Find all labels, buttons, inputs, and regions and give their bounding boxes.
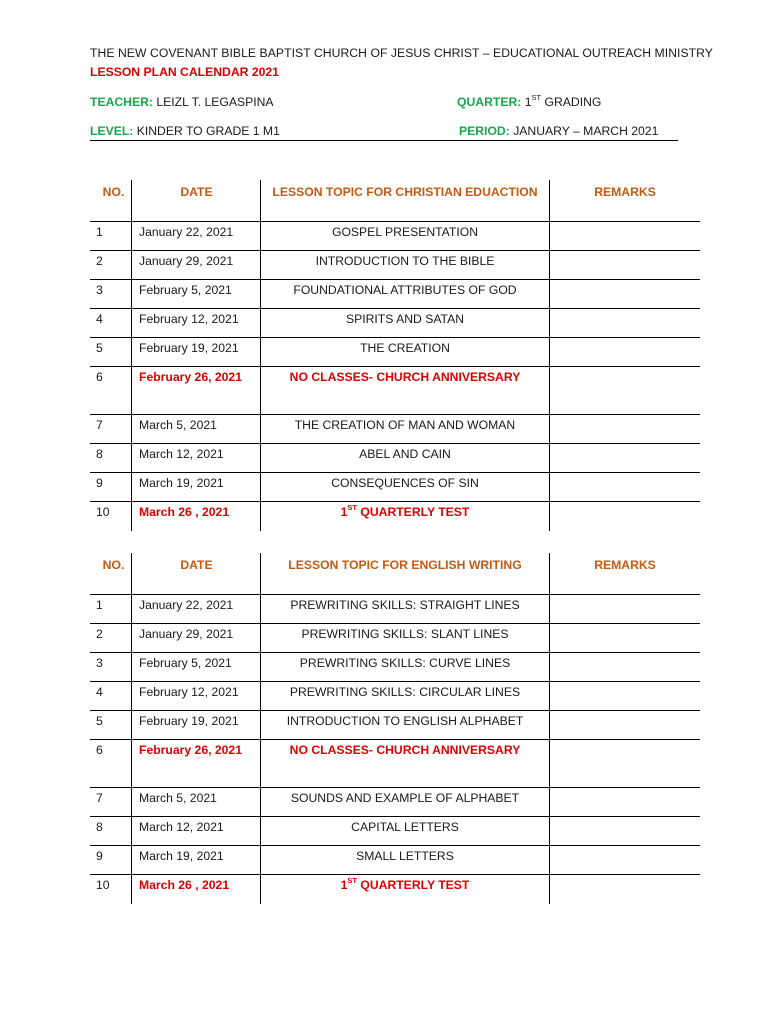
row-date [132, 740, 261, 788]
header-remarks: REMARKS [550, 180, 701, 222]
row-remarks [550, 682, 701, 711]
row-number: 3 [90, 653, 132, 682]
row-topic-main: CAPITAL LETTERS [351, 820, 459, 834]
table-row [90, 473, 700, 502]
row-topic [261, 875, 550, 904]
row-remarks [550, 624, 701, 653]
quarter-sup: ST [531, 93, 542, 102]
row-topic [261, 653, 550, 682]
table-row [90, 367, 700, 415]
row-topic-text [290, 598, 519, 612]
row-remarks [550, 653, 701, 682]
row-remarks [550, 222, 701, 251]
row-topic-rest: QUARTERLY TEST [356, 878, 470, 892]
row-number: 7 [90, 788, 132, 817]
row-date: February 12, 2021 [132, 682, 261, 711]
header-topic: LESSON TOPIC FOR CHRISTIAN EDUACTION [261, 180, 550, 222]
table-row [90, 740, 700, 788]
row-date-text: March 26 , 2021 [139, 878, 230, 892]
row-topic-sup: ST [347, 503, 357, 512]
row-date: February 5, 2021 [132, 280, 261, 309]
row-topic [261, 624, 550, 653]
christian-education-table [90, 180, 700, 531]
row-topic-main: PREWRITING SKILLS: CURVE LINES [299, 656, 511, 670]
row-number: 1 [90, 595, 132, 624]
teacher-line [90, 95, 274, 109]
row-topic-text [341, 878, 470, 892]
row-topic-main: NO CLASSES- CHURCH ANNIVERSARY [289, 743, 521, 757]
row-topic [261, 788, 550, 817]
row-topic-main: SOUNDS AND EXAMPLE OF ALPHABET [290, 791, 520, 805]
row-remarks [550, 740, 701, 788]
quarter-label: QUARTER: [457, 95, 522, 109]
row-date: January 29, 2021 [132, 624, 261, 653]
table-row [90, 711, 700, 740]
row-number: 2 [90, 624, 132, 653]
row-date [132, 367, 261, 415]
row-date: February 19, 2021 [132, 711, 261, 740]
table-row [90, 251, 700, 280]
row-topic-text [356, 849, 454, 863]
row-remarks [550, 817, 701, 846]
row-topic [261, 711, 550, 740]
table-row [90, 595, 700, 624]
row-topic-main: SPIRITS AND SATAN [345, 312, 465, 326]
row-topic-text [341, 505, 470, 519]
row-topic-text [346, 312, 464, 326]
table-row [90, 682, 700, 711]
row-topic-text [300, 656, 510, 670]
header-no: NO. [90, 553, 132, 595]
row-remarks [550, 711, 701, 740]
plan-title: LESSON PLAN CALENDAR 2021 [90, 65, 279, 79]
row-topic-sup: ST [347, 876, 357, 885]
row-remarks [550, 595, 701, 624]
table-row [90, 624, 700, 653]
row-topic [261, 740, 550, 788]
quarter-rest: GRADING [541, 95, 602, 109]
quarter-num: 1 [524, 95, 532, 109]
row-topic-main: THE CREATION [360, 341, 450, 355]
table-row [90, 338, 700, 367]
row-remarks [550, 846, 701, 875]
row-topic [261, 682, 550, 711]
row-number: 5 [90, 711, 132, 740]
row-number: 7 [90, 415, 132, 444]
row-number: 10 [96, 505, 110, 519]
row-date: March 19, 2021 [132, 846, 261, 875]
row-topic [261, 222, 550, 251]
row-topic-main: SMALL LETTERS [356, 849, 454, 863]
row-topic-text [290, 370, 521, 384]
row-topic [261, 595, 550, 624]
row-topic [261, 473, 550, 502]
row-topic-main: FOUNDATIONAL ATTRIBUTES OF GOD [293, 283, 517, 297]
row-topic-main: 1 [340, 878, 348, 892]
row-date: February 12, 2021 [132, 309, 261, 338]
row-topic [261, 251, 550, 280]
row-date-text: February 26, 2021 [139, 743, 242, 757]
row-topic-main: 1 [340, 505, 348, 519]
row-date-text: February 26, 2021 [139, 370, 242, 384]
row-number: 6 [90, 740, 132, 788]
row-topic-text [331, 476, 479, 490]
row-number: 2 [90, 251, 132, 280]
row-date: March 5, 2021 [132, 415, 261, 444]
level-label: LEVEL: [90, 124, 134, 138]
row-remarks [550, 415, 701, 444]
row-remarks [550, 309, 701, 338]
teacher-value: LEIZL T. LEGASPINA [156, 95, 274, 109]
row-date: January 22, 2021 [132, 595, 261, 624]
row-date: January 29, 2021 [132, 251, 261, 280]
row-date: March 12, 2021 [132, 444, 261, 473]
level-line [90, 124, 280, 138]
row-number: 9 [90, 473, 132, 502]
row-number: 4 [90, 682, 132, 711]
header-date: DATE [132, 180, 261, 222]
row-topic-text [359, 447, 451, 461]
row-remarks [550, 280, 701, 309]
table-row [90, 875, 700, 904]
row-topic [261, 338, 550, 367]
row-topic-main: PREWRITING SKILLS: SLANT LINES [301, 627, 509, 641]
level-value: KINDER TO GRADE 1 M1 [136, 124, 280, 138]
row-topic-text [295, 418, 516, 432]
english-writing-table [90, 553, 700, 904]
row-remarks [550, 367, 701, 415]
table-row [90, 817, 700, 846]
row-number: 6 [90, 367, 132, 415]
row-topic-main: ABEL AND CAIN [359, 447, 451, 461]
table-row [90, 846, 700, 875]
row-remarks [550, 444, 701, 473]
row-topic-text [316, 254, 495, 268]
period-value: JANUARY – MARCH 2021 [513, 124, 659, 138]
table-row [90, 653, 700, 682]
row-topic [261, 846, 550, 875]
period-label: PERIOD: [459, 124, 510, 138]
row-topic [261, 444, 550, 473]
row-date: March 5, 2021 [132, 788, 261, 817]
row-topic-text [287, 714, 524, 728]
row-topic-main: INTRODUCTION TO THE BIBLE [315, 254, 495, 268]
row-topic-text [291, 791, 519, 805]
row-date [132, 875, 261, 904]
row-topic-main: NO CLASSES- CHURCH ANNIVERSARY [289, 370, 521, 384]
table-row [90, 788, 700, 817]
row-topic-text [360, 341, 450, 355]
row-number: 8 [90, 444, 132, 473]
period-line [459, 124, 658, 138]
row-remarks [550, 251, 701, 280]
row-number: 8 [90, 817, 132, 846]
row-number: 10 [96, 878, 110, 892]
quarter-line [457, 95, 601, 109]
row-date: January 22, 2021 [132, 222, 261, 251]
row-topic-main: THE CREATION OF MAN AND WOMAN [294, 418, 516, 432]
row-number: 1 [90, 222, 132, 251]
row-remarks [550, 875, 701, 904]
row-date-text: March 26 , 2021 [139, 505, 230, 519]
table-row [90, 280, 700, 309]
header-remarks: REMARKS [550, 553, 701, 595]
row-topic-main: PREWRITING SKILLS: CIRCULAR LINES [289, 685, 521, 699]
row-remarks [550, 502, 701, 531]
row-number: 3 [90, 280, 132, 309]
row-topic-text [293, 283, 516, 297]
row-number: 5 [90, 338, 132, 367]
organization-name: THE NEW COVENANT BIBLE BAPTIST CHURCH OF JESUS CHRIST – EDUCATIONAL OUTREACH MINISTRY [90, 46, 713, 60]
teacher-label: TEACHER: [90, 95, 153, 109]
row-topic [261, 280, 550, 309]
table-row [90, 415, 700, 444]
row-topic-main: GOSPEL PRESENTATION [331, 225, 479, 239]
row-number: 9 [90, 846, 132, 875]
row-number: 4 [90, 309, 132, 338]
row-topic [261, 415, 550, 444]
table-row [90, 444, 700, 473]
row-date: March 12, 2021 [132, 817, 261, 846]
row-date [132, 502, 261, 531]
row-topic-rest: QUARTERLY TEST [356, 505, 470, 519]
row-topic-text [301, 627, 508, 641]
row-topic-main: INTRODUCTION TO ENGLISH ALPHABET [286, 714, 524, 728]
row-topic-main: PREWRITING SKILLS: STRAIGHT LINES [290, 598, 520, 612]
row-date: March 19, 2021 [132, 473, 261, 502]
row-remarks [550, 788, 701, 817]
header-date: DATE [132, 553, 261, 595]
row-topic [261, 817, 550, 846]
row-topic [261, 367, 550, 415]
header-topic: LESSON TOPIC FOR ENGLISH WRITING [261, 553, 550, 595]
table-row [90, 222, 700, 251]
header-no: NO. [90, 180, 132, 222]
row-date: February 19, 2021 [132, 338, 261, 367]
row-date: February 5, 2021 [132, 653, 261, 682]
row-topic-text [351, 820, 459, 834]
table-row [90, 502, 700, 531]
row-topic-text [332, 225, 478, 239]
row-topic [261, 502, 550, 531]
row-topic-main: CONSEQUENCES OF SIN [331, 476, 479, 490]
row-remarks [550, 473, 701, 502]
row-topic [261, 309, 550, 338]
row-topic-text [290, 743, 521, 757]
row-topic-text [290, 685, 520, 699]
row-remarks [550, 338, 701, 367]
table-row [90, 309, 700, 338]
header-rule [90, 140, 678, 141]
